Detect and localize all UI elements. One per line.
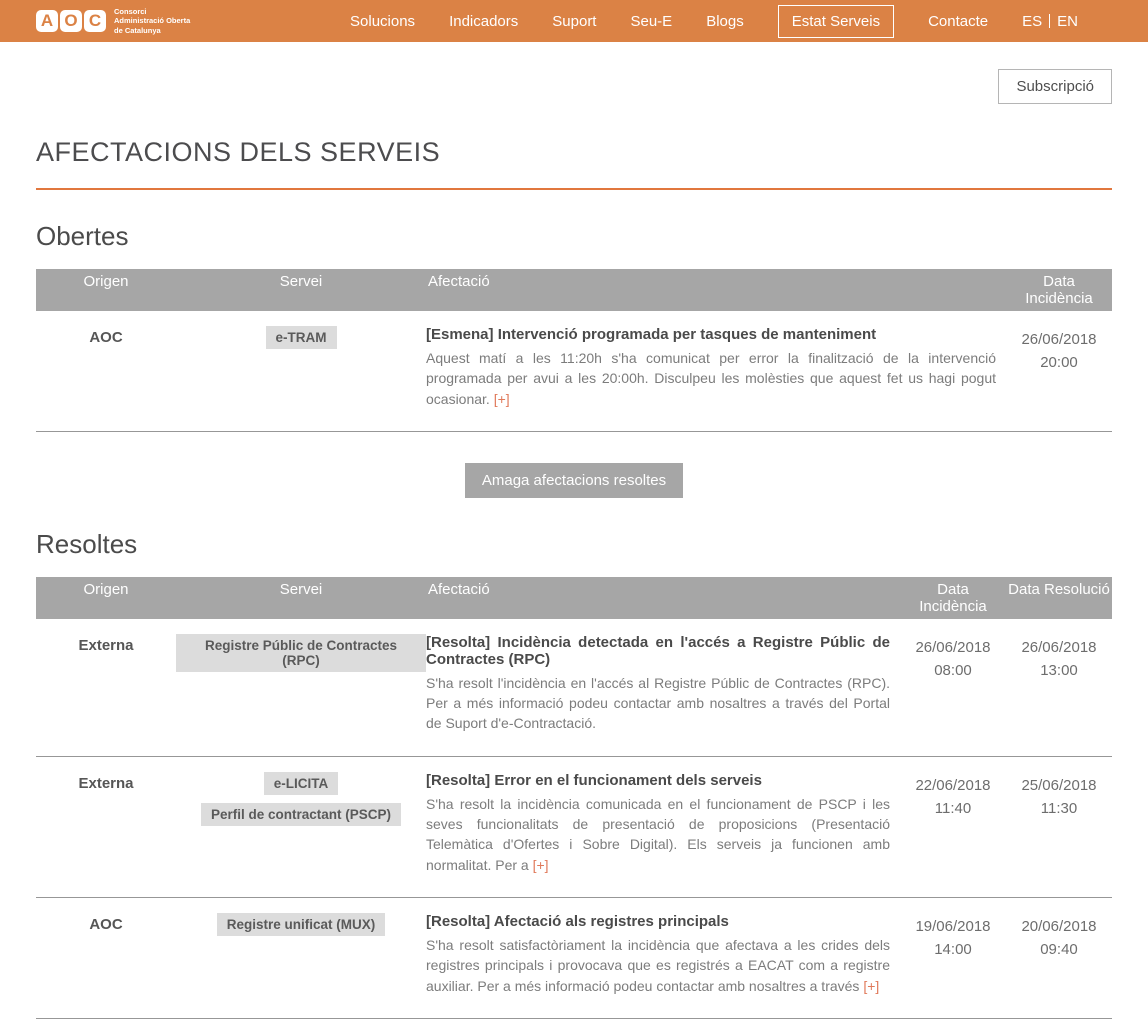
resolved-section-heading: Resoltes [36,528,138,559]
table-row [36,619,1112,757]
nav-seu-e[interactable]: Seu-E [630,12,673,30]
affectation-title: [Resolta] Afectació als registres principals [426,912,729,930]
incident-date [1006,326,1112,409]
row-affectation [426,326,1006,409]
resolution-date-value: 25/06/2018 [1021,776,1097,794]
nav-suport[interactable]: Suport [552,12,597,30]
aoc-logo[interactable] [36,7,190,35]
more-link[interactable]: [+] [863,977,880,994]
col-data-incidencia: Data Incidència [1025,273,1093,307]
incident-date [900,772,1006,875]
resolution-date [1006,634,1112,734]
resolution-date [1006,772,1112,875]
row-origin: Externa [78,774,134,792]
row-services [176,326,426,409]
service-badge: Registre unificat (MUX) [217,913,386,936]
service-badge: e-LICITA [264,772,339,795]
row-affectation [426,772,900,875]
affectation-description [426,348,996,409]
resolution-date-value: 20/06/2018 [1021,917,1097,935]
incident-time-value: 14:00 [934,941,972,959]
service-badge: Perfil de contractant (PSCP) [201,803,401,826]
incident-date [900,634,1006,734]
resolution-time-value: 13:00 [1040,662,1078,680]
incident-time-value: 20:00 [1040,354,1078,372]
col-afectacio: Afectació [428,273,490,290]
main-nav [350,5,1078,38]
affectation-text: Aquest matí a les 11:20h s'ha comunicat per error la finalització de la intervenció programada per avui a les 20:00h. Disculpeu les molèsties que aquest fet us hagi pogut ocasionar. [426,350,996,407]
logo-letter-o: O [60,10,82,32]
page-content [0,69,1148,1019]
row-origin: AOC [89,329,123,346]
row-affectation [426,913,900,996]
accent-divider [36,188,1112,190]
resolution-time-value: 11:30 [1040,800,1078,818]
nav-blogs[interactable]: Blogs [706,12,744,30]
nav-contacte[interactable]: Contacte [928,12,989,30]
logo-letter-c: C [84,10,106,32]
incident-time-value: 08:00 [934,662,972,680]
brand-tagline-line1: Consorci [114,6,147,16]
language-switcher [1022,13,1078,30]
row-services [176,634,426,734]
affectation-description [426,935,890,996]
table-row [36,311,1112,432]
col-data-incidencia: Data Incidència [919,580,987,615]
row-services [176,913,426,996]
col-servei: Servei [279,580,323,598]
more-link[interactable]: [+] [532,856,549,873]
incident-date-value: 26/06/2018 [1021,331,1097,348]
row-affectation [426,634,900,734]
logo-letter-a: A [36,10,58,32]
lang-en[interactable]: EN [1057,12,1078,30]
brand-tagline [114,7,190,35]
col-afectacio: Afectació [428,580,490,598]
incident-date-value: 26/06/2018 [915,638,991,656]
resolution-time-value: 09:40 [1040,941,1078,959]
service-badge: e-TRAM [266,326,337,349]
col-origen: Origen [83,273,129,290]
affectation-title: [Resolta] Error en el funcionament dels serveis [426,771,762,789]
resolution-date-value: 26/06/2018 [1021,638,1097,656]
affectation-description [426,673,890,734]
col-origen: Origen [83,580,129,598]
lang-es[interactable]: ES [1022,12,1043,30]
affectation-text: S'ha resolt la incidència comunicada en el funcionament de PSCP i les seves funcionalitats de presentació de proposicions (Presentació Telemàtica d'Ofertes i Sobre Digital). Els serveis ja funcionen amb normalitat. Per a [426,795,890,873]
col-servei: Servei [279,273,323,290]
incident-date-value: 22/06/2018 [915,776,991,794]
resolved-table-header [36,577,1112,619]
affectation-title: [Esmena] Intervenció programada per tasques de manteniment [426,326,877,343]
open-table-header [36,269,1112,311]
subscribe-button[interactable]: Subscripció [998,69,1112,104]
hide-resolved-button[interactable]: Amaga afectacions resoltes [465,463,683,498]
incident-date-value: 19/06/2018 [915,917,991,935]
col-data-resolucio: Data Resolució [1008,580,1110,598]
affectation-title: [Resolta] Incidència detectada en l'accés a Registre Públic de Contractes (RPC) [426,633,890,668]
lang-divider [1049,14,1050,28]
service-badge: Registre Públic de Contractes (RPC) [176,634,426,672]
aoc-logo-letters [36,10,106,32]
affectation-text: S'ha resolt l'incidència en l'accés al Registre Públic de Contractes (RPC). Per a més informació podeu contactar amb nosaltres a través del Portal de Suport d'e-Contractació. [426,674,890,732]
row-origin: Externa [78,636,134,654]
nav-solucions[interactable]: Solucions [350,12,416,30]
resolution-date [1006,913,1112,996]
affectation-description [426,794,890,875]
table-row [36,757,1112,898]
top-header [0,0,1148,42]
open-section-heading: Obertes [36,221,129,251]
brand-tagline-line3: de Catalunya [114,25,161,35]
table-row [36,898,1112,1019]
incident-date [900,913,1006,996]
brand-tagline-line2: Administració Oberta [114,16,191,26]
row-origin: AOC [89,915,123,933]
affectation-text: S'ha resolt satisfactòriament la incidència que afectava a les crides dels registres principals i provocava que es registrés a EACAT com a registre auxiliar. Per a més informació podeu contactar amb nosaltres a través [426,936,890,994]
nav-indicadors[interactable]: Indicadors [449,12,519,30]
page-title: AFECTACIONS DELS SERVEIS [36,137,441,167]
more-link[interactable]: [+] [493,390,510,407]
row-services [176,772,426,875]
incident-time-value: 11:40 [934,800,972,818]
nav-estat-serveis[interactable]: Estat Serveis [778,5,894,38]
